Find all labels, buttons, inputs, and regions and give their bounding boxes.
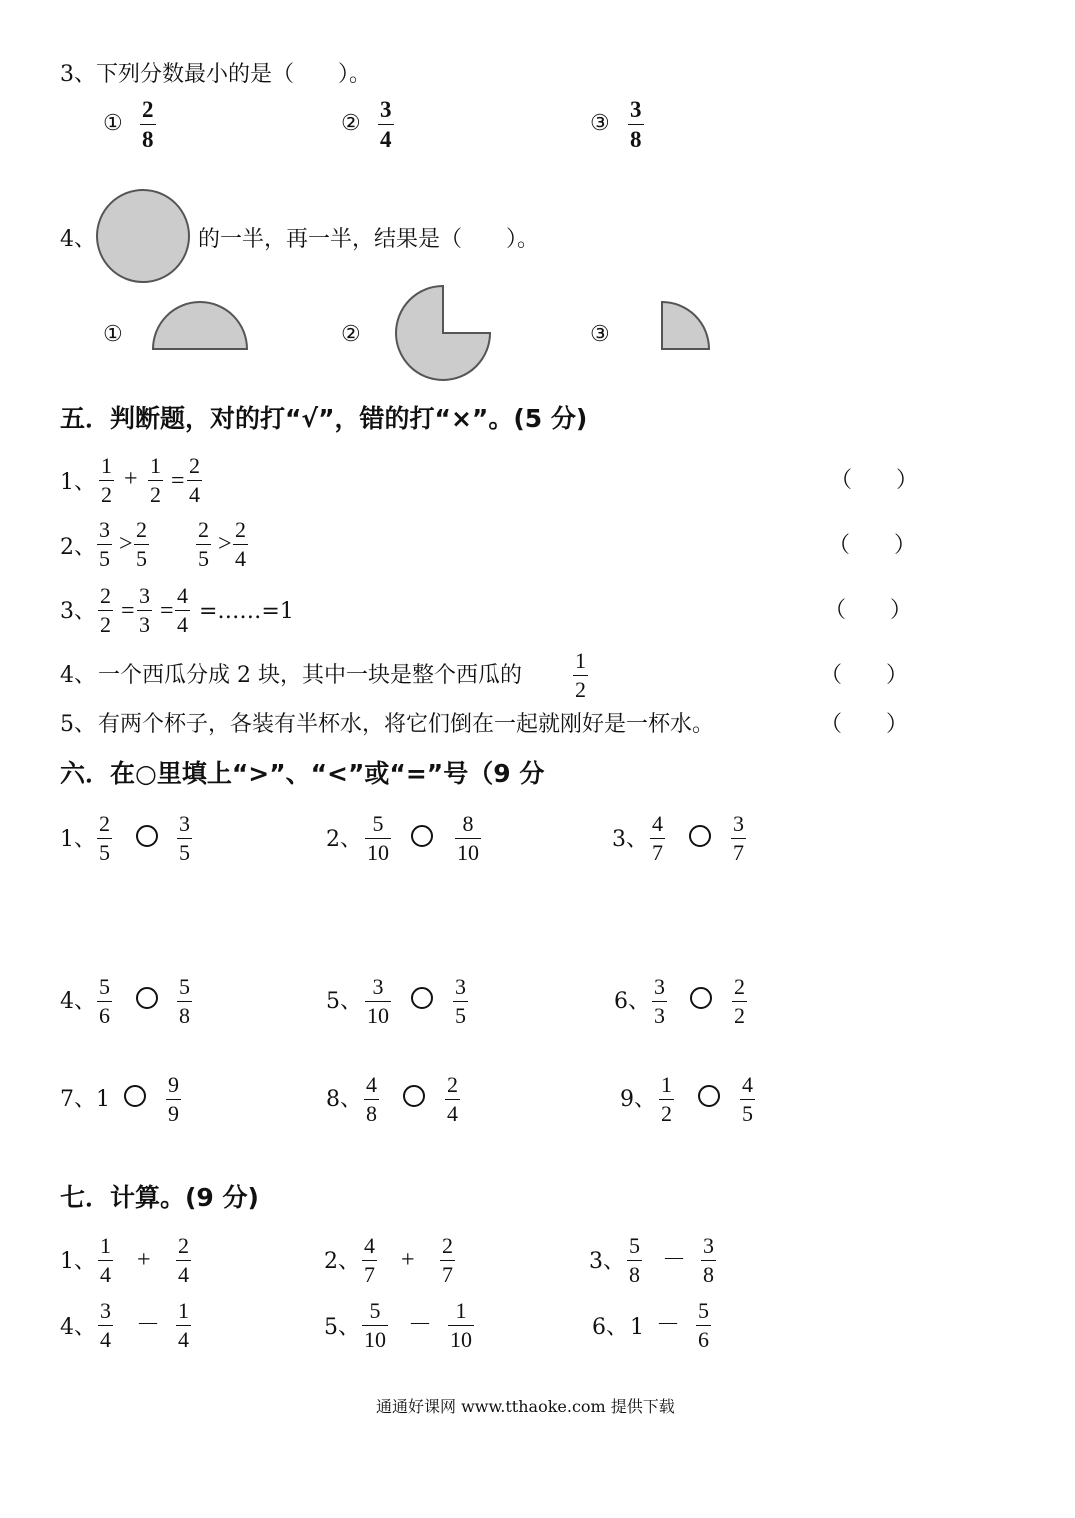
section5-heading: 五．判断题，对的打“√”，错的打“×”。(5 分) bbox=[60, 404, 588, 433]
equals-sign: = bbox=[160, 598, 174, 624]
quarter-circle-shape bbox=[660, 300, 712, 352]
q4-option1-marker: ① bbox=[103, 322, 123, 347]
q3-option3-marker: ③ bbox=[590, 111, 610, 136]
denominator: 8 bbox=[628, 124, 644, 151]
fraction-a: $\frac{4}{7}$ bbox=[652, 811, 663, 865]
fraction-b: $\frac{2}{4}$ bbox=[178, 1233, 189, 1287]
fraction-3-3: $\frac{3}{3}$ bbox=[139, 583, 150, 637]
numerator: 3 bbox=[630, 97, 642, 122]
fraction-3-5: $\frac{3}{5}$ bbox=[99, 517, 110, 571]
sec5-item5-text: 有两个杯子，各装有半杯水，将它们倒在一起就刚好是一杯水。 bbox=[98, 712, 715, 737]
fraction-b: $\frac{2}{4}$ bbox=[447, 1072, 458, 1126]
fraction-1-2: $\frac{1}{2}$ bbox=[150, 453, 161, 507]
sec5-item4-label: 4、 bbox=[60, 663, 96, 688]
sec6-item5-label: 5、 bbox=[326, 989, 362, 1014]
fraction-b: $\frac{3}{5}$ bbox=[455, 974, 466, 1028]
sec6-item2-label: 2、 bbox=[326, 827, 362, 852]
fraction-2-4: $\frac{2}{4}$ bbox=[235, 517, 246, 571]
q4-stem: 的一半，再一半，结果是（ ）。 bbox=[198, 227, 540, 252]
compare-circle[interactable] bbox=[124, 1085, 146, 1107]
three-quarter-circle-shape bbox=[394, 284, 494, 384]
answer-blank[interactable]: （ ） bbox=[828, 533, 917, 558]
equals-sign: = bbox=[171, 468, 185, 494]
q4-option3-marker: ③ bbox=[590, 322, 610, 347]
sec5-item3-tail: =……=1 bbox=[199, 599, 294, 624]
whole-number: 1 bbox=[96, 1087, 110, 1112]
q4-label: 4、 bbox=[60, 227, 96, 252]
whole-number: 1 bbox=[630, 1315, 644, 1340]
compare-circle[interactable] bbox=[136, 987, 158, 1009]
fraction-a: $\frac{3}{10}$ bbox=[367, 974, 389, 1028]
q3-option2-marker: ② bbox=[341, 111, 361, 136]
section6-heading: 六．在○里填上“>”、“<”或“=”号（9 分 bbox=[60, 759, 545, 788]
sec6-item4-label: 4、 bbox=[60, 989, 96, 1014]
answer-blank[interactable]: （ ） bbox=[830, 468, 919, 493]
fraction-a: $\frac{1}{4}$ bbox=[100, 1233, 111, 1287]
sec6-item3-label: 3、 bbox=[612, 827, 648, 852]
fraction-a: $\frac{1}{2}$ bbox=[661, 1072, 672, 1126]
sec7-item1-label: 1、 bbox=[60, 1249, 96, 1274]
operator: + bbox=[401, 1247, 415, 1273]
operator: － bbox=[656, 1312, 680, 1338]
fraction-4-4: $\frac{4}{4}$ bbox=[177, 583, 188, 637]
sec6-item9-label: 9、 bbox=[620, 1087, 656, 1112]
sec7-item2-label: 2、 bbox=[324, 1249, 360, 1274]
fraction-1-2: $\frac{1}{2}$ bbox=[575, 648, 586, 702]
fraction-b: $\frac{2}{2}$ bbox=[734, 974, 745, 1028]
fraction-b: $\frac{2}{7}$ bbox=[442, 1233, 453, 1287]
sec5-item1-label: 1、 bbox=[60, 470, 96, 495]
equals-sign: = bbox=[121, 598, 135, 624]
q3-option1-marker: ① bbox=[103, 111, 123, 136]
operator: － bbox=[662, 1247, 686, 1273]
q3-option1-fraction bbox=[140, 98, 156, 151]
fraction-a: $\frac{5}{10}$ bbox=[367, 811, 389, 865]
q3-stem: 3、下列分数最小的是（ ）。 bbox=[60, 62, 371, 87]
q3-option3-fraction bbox=[628, 98, 644, 151]
full-circle-shape bbox=[94, 187, 194, 287]
answer-blank[interactable]: （ ） bbox=[824, 598, 913, 623]
fraction-a: $\frac{4}{7}$ bbox=[364, 1233, 375, 1287]
sec7-item5-label: 5、 bbox=[324, 1315, 360, 1340]
compare-circle[interactable] bbox=[136, 825, 158, 847]
fraction-b: $\frac{3}{5}$ bbox=[179, 811, 190, 865]
operator: － bbox=[136, 1312, 160, 1338]
sec6-item6-label: 6、 bbox=[614, 989, 650, 1014]
denominator: 4 bbox=[378, 124, 394, 151]
fraction-2-5: $\frac{2}{5}$ bbox=[136, 517, 147, 571]
fraction-2-4: $\frac{2}{4}$ bbox=[189, 453, 200, 507]
operator: － bbox=[408, 1312, 432, 1338]
sec5-item2-label: 2、 bbox=[60, 535, 96, 560]
fraction-1-2: $\frac{1}{2}$ bbox=[101, 453, 112, 507]
denominator: 8 bbox=[140, 124, 156, 151]
compare-circle[interactable] bbox=[411, 825, 433, 847]
compare-circle[interactable] bbox=[690, 987, 712, 1009]
fraction-b: $\frac{3}{8}$ bbox=[703, 1233, 714, 1287]
greater-than-sign: > bbox=[218, 531, 232, 557]
q4-option2-marker: ② bbox=[341, 322, 361, 347]
sec6-item7-label: 7、 bbox=[60, 1087, 96, 1112]
numerator: 2 bbox=[142, 97, 154, 122]
fraction-2-5: $\frac{2}{5}$ bbox=[198, 517, 209, 571]
plus-sign: + bbox=[124, 466, 138, 492]
fraction-a: $\frac{3}{4}$ bbox=[100, 1298, 111, 1352]
compare-circle[interactable] bbox=[411, 987, 433, 1009]
sec7-item3-label: 3、 bbox=[589, 1249, 625, 1274]
q3-option2-fraction bbox=[378, 98, 394, 151]
fraction-b: $\frac{1}{4}$ bbox=[178, 1298, 189, 1352]
greater-than-sign: > bbox=[119, 531, 133, 557]
compare-circle[interactable] bbox=[689, 825, 711, 847]
answer-blank[interactable]: （ ） bbox=[820, 663, 909, 688]
fraction-b: $\frac{8}{10}$ bbox=[457, 811, 479, 865]
fraction-b: $\frac{1}{10}$ bbox=[450, 1298, 472, 1352]
fraction-b: $\frac{3}{7}$ bbox=[733, 811, 744, 865]
fraction-a: $\frac{3}{3}$ bbox=[654, 974, 665, 1028]
sec6-item8-label: 8、 bbox=[326, 1087, 362, 1112]
fraction-b: $\frac{5}{8}$ bbox=[179, 974, 190, 1028]
section7-heading: 七．计算。(9 分) bbox=[60, 1183, 259, 1212]
compare-circle[interactable] bbox=[698, 1085, 720, 1107]
fraction-a: $\frac{2}{5}$ bbox=[99, 811, 110, 865]
fraction-2-2: $\frac{2}{2}$ bbox=[100, 583, 111, 637]
sec7-item6-label: 6、 bbox=[592, 1315, 628, 1340]
sec7-item4-label: 4、 bbox=[60, 1315, 96, 1340]
fraction-b: $\frac{5}{6}$ bbox=[698, 1298, 709, 1352]
numerator: 3 bbox=[380, 97, 392, 122]
fraction-b: $\frac{4}{5}$ bbox=[742, 1072, 753, 1126]
fraction-a: $\frac{5}{8}$ bbox=[629, 1233, 640, 1287]
fraction-b: $\frac{9}{9}$ bbox=[168, 1072, 179, 1126]
fraction-a: $\frac{5}{10}$ bbox=[364, 1298, 386, 1352]
compare-circle[interactable] bbox=[403, 1085, 425, 1107]
sec5-item3-label: 3、 bbox=[60, 599, 96, 624]
footer-credit: 通通好课网 www.tthaoke.com 提供下载 bbox=[376, 1397, 675, 1416]
operator: + bbox=[137, 1247, 151, 1273]
sec5-item5-label: 5、 bbox=[60, 712, 96, 737]
sec6-item1-label: 1、 bbox=[60, 827, 96, 852]
half-circle-shape bbox=[150, 300, 250, 352]
fraction-a: $\frac{5}{6}$ bbox=[99, 974, 110, 1028]
fraction-a: $\frac{4}{8}$ bbox=[366, 1072, 377, 1126]
answer-blank[interactable]: （ ） bbox=[820, 712, 909, 737]
sec5-item4-text: 一个西瓜分成 2 块，其中一块是整个西瓜的 bbox=[98, 663, 522, 688]
